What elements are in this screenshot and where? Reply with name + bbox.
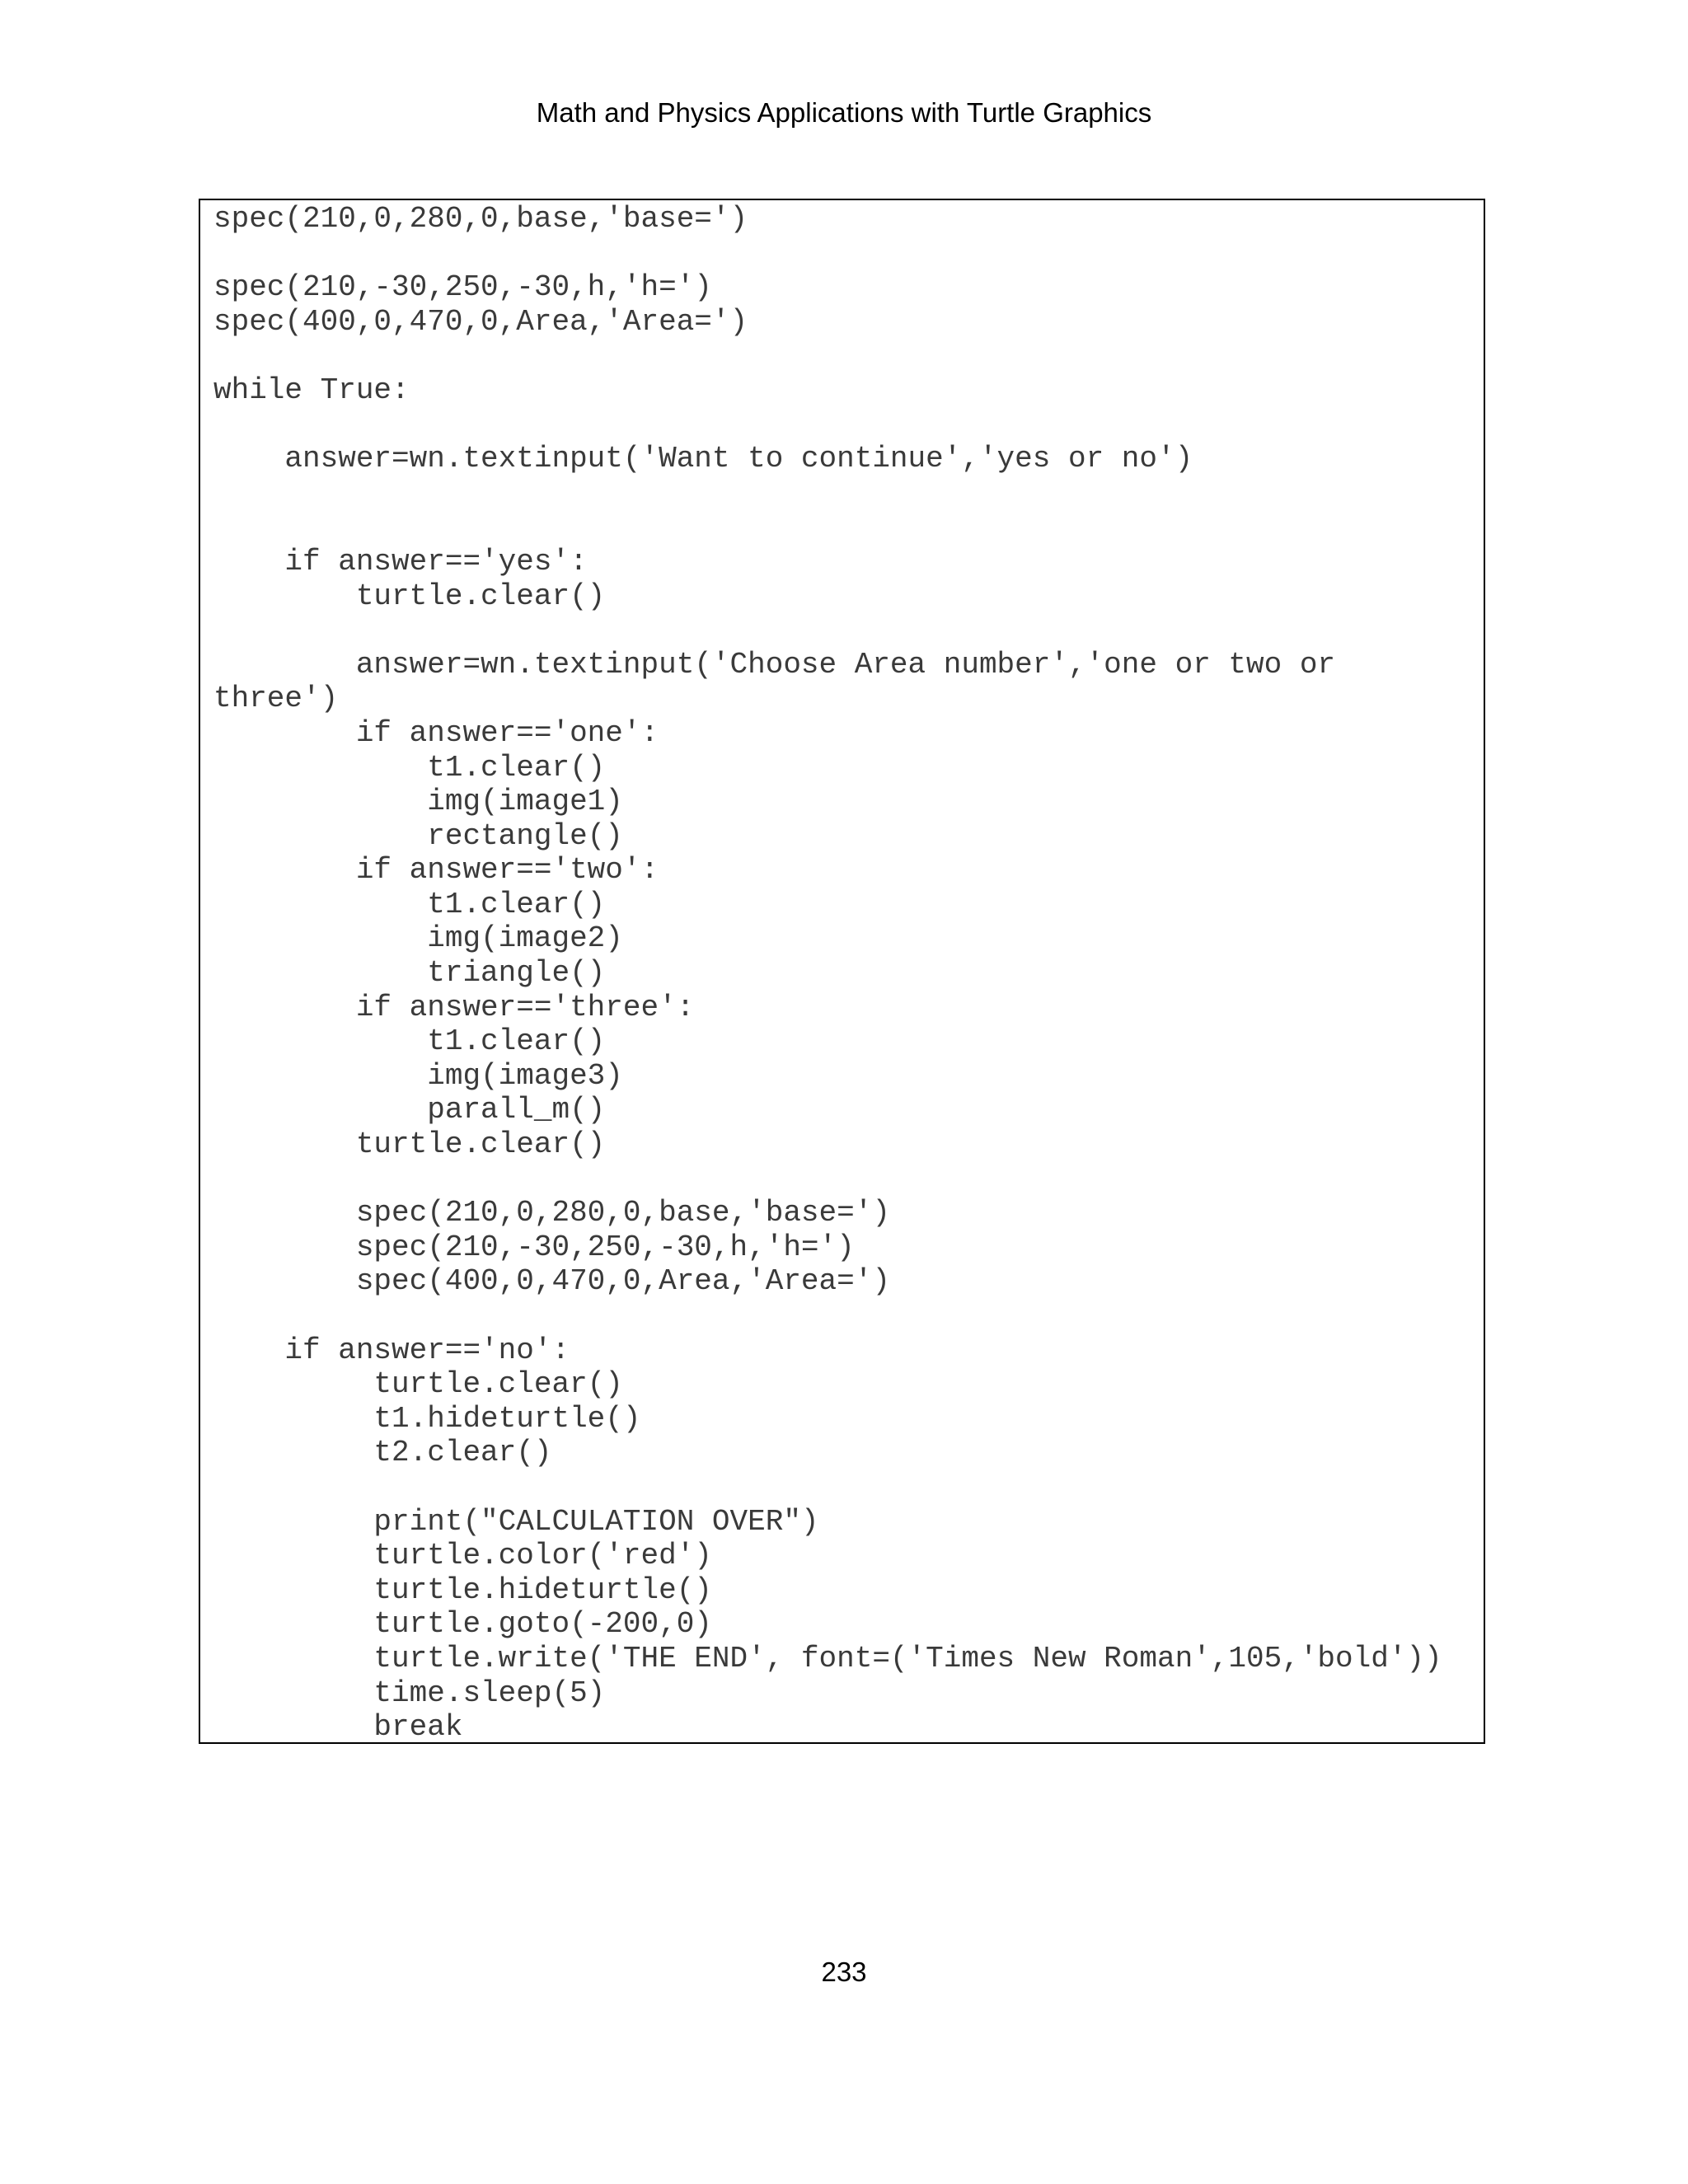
code-line: break	[213, 1710, 463, 1745]
code-line: t1.clear()	[213, 887, 606, 921]
code-line: if answer=='three':	[213, 990, 695, 1024]
code-line: turtle.clear()	[213, 1127, 606, 1162]
code-line: t2.clear()	[213, 1436, 552, 1470]
code-line	[213, 476, 1442, 511]
code-line: triangle()	[213, 956, 606, 991]
code-line: turtle.goto(-200,0)	[213, 1607, 712, 1642]
code-line	[213, 1470, 1442, 1505]
code-line: if answer=='one':	[213, 715, 659, 750]
code-line: parall_m()	[213, 1093, 606, 1127]
code-listing-box	[199, 199, 1485, 1744]
code-line: spec(210,-30,250,-30,h,'h=')	[213, 1230, 855, 1264]
code-line: answer=wn.textinput('Want to continue','yes or no')	[213, 442, 1193, 476]
code-line: turtle.hideturtle()	[213, 1572, 712, 1607]
code-line: turtle.clear()	[213, 1367, 623, 1402]
code-line: turtle.clear()	[213, 579, 606, 613]
code-line	[213, 613, 1442, 648]
code-line: spec(400,0,470,0,Area,'Area=')	[213, 304, 748, 339]
code-line: img(image2)	[213, 921, 623, 956]
code-line: t1.clear()	[213, 1024, 606, 1059]
code-line: img(image3)	[213, 1058, 623, 1093]
code-line: t1.hideturtle()	[213, 1401, 641, 1436]
code-line: spec(210,-30,250,-30,h,'h=')	[213, 270, 712, 305]
code-line: t1.clear()	[213, 750, 606, 785]
code-line: if answer=='yes':	[213, 544, 588, 579]
code-line: spec(210,0,280,0,base,'base=')	[213, 1196, 890, 1230]
page-number: 233	[821, 1957, 867, 1987]
code-line: turtle.write('THE END', font=('Times New Roman',105,'bold'))	[213, 1641, 1442, 1675]
code-listing	[213, 202, 1442, 1745]
code-line: three')	[213, 682, 339, 716]
code-line: while True:	[213, 373, 410, 407]
code-line: spec(400,0,470,0,Area,'Area=')	[213, 1264, 890, 1299]
running-header: Math and Physics Applications with Turtle Graphics	[536, 97, 1152, 128]
code-line: img(image1)	[213, 785, 623, 819]
code-line: turtle.color('red')	[213, 1539, 712, 1573]
code-line	[213, 237, 1442, 271]
code-line: time.sleep(5)	[213, 1675, 606, 1710]
code-line	[213, 408, 1442, 443]
code-line: spec(210,0,280,0,base,'base=')	[213, 202, 748, 236]
code-line: answer=wn.textinput('Choose Area number','one or two or	[213, 647, 1336, 682]
code-line: print("CALCULATION OVER")	[213, 1504, 819, 1539]
code-line: rectangle()	[213, 818, 623, 853]
code-line: if answer=='two':	[213, 853, 659, 888]
code-line	[213, 1299, 1442, 1333]
code-line	[213, 510, 1442, 545]
code-line	[213, 1162, 1442, 1197]
code-line: if answer=='no':	[213, 1333, 570, 1367]
code-line	[213, 339, 1442, 373]
